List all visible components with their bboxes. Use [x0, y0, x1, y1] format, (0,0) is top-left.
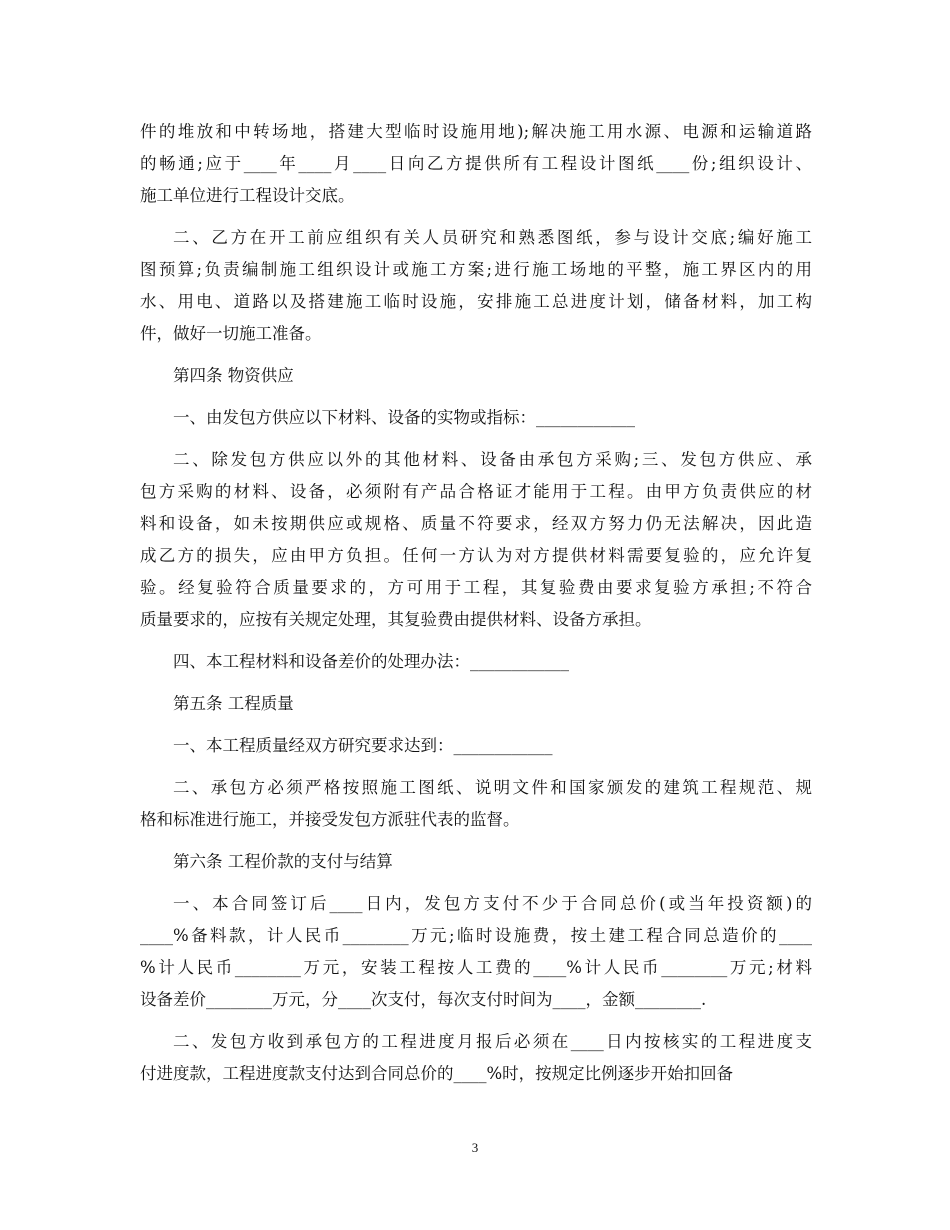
paragraph	[140, 402, 812, 434]
text-line: 的畅通;应于____年____月____日向乙方提供所有工程设计图纸____份;组织设计、	[140, 154, 812, 173]
paragraph	[140, 730, 812, 762]
paragraph	[140, 116, 812, 212]
text-line: 包方采购的材料、设备，必须附有产品合格证才能用于工程。由甲方负责供应的材	[140, 482, 812, 501]
text-line: 一、由发包方供应以下材料、设备的实物或指标：____________	[173, 408, 635, 427]
text-line: 一、本合同签订后____日内，发包方支付不少于合同总价(或当年投资额)的	[173, 894, 812, 913]
document-body	[140, 116, 812, 1090]
text-line: 件的堆放和中转场地，搭建大型临时设施用地);解决施工用水源、电源和运输道路	[140, 122, 812, 141]
paragraph	[140, 444, 812, 636]
text-line: 第五条 工程质量	[173, 694, 294, 713]
paragraph	[140, 646, 812, 678]
text-line: 图预算;负责编制施工组织设计或施工方案;进行施工场地的平整，施工界区内的用	[140, 260, 812, 279]
text-line: 一、本工程质量经双方研究要求达到：____________	[173, 736, 553, 755]
text-line: 第六条 工程价款的支付与结算	[173, 852, 393, 871]
text-line: 第四条 物资供应	[173, 366, 294, 385]
text-line: 水、用电、道路以及搭建施工临时设施，安排施工总进度计划，储备材料，加工构	[140, 292, 812, 311]
paragraph	[140, 688, 812, 720]
paragraph	[140, 888, 812, 1016]
text-line: ____%备料款，计人民币________万元;临时设施费，按土建工程合同总造价的____	[140, 926, 812, 945]
text-line: 成乙方的损失，应由甲方负担。任何一方认为对方提供材料需要复验的，应允许复	[140, 546, 812, 565]
text-line: 验。经复验符合质量要求的，方可用于工程，其复验费由要求复验方承担;不符合	[140, 578, 812, 597]
paragraph	[140, 222, 812, 350]
text-line: 二、发包方收到承包方的工程进度月报后必须在____日内按核实的工程进度支	[173, 1032, 812, 1051]
text-line: 施工单位进行工程设计交底。	[140, 186, 355, 205]
paragraph	[140, 360, 812, 392]
text-line: 质量要求的，应按有关规定处理，其复验费由提供材料、设备方承担。	[140, 610, 652, 629]
text-line: 料和设备，如未按期供应或规格、质量不符要求，经双方努力仍无法解决，因此造	[140, 514, 812, 533]
text-line: 二、承包方必须严格按照施工图纸、说明文件和国家颁发的建筑工程规范、规	[173, 778, 812, 797]
paragraph	[140, 772, 812, 836]
page-number: 3	[471, 1140, 479, 1155]
text-line: 四、本工程材料和设备差价的处理办法：____________	[173, 652, 569, 671]
text-line: %计人民币________万元，安装工程按人工费的____%计人民币________万元;材料	[140, 958, 812, 977]
paragraph	[140, 1026, 812, 1090]
text-line: 格和标准进行施工，并接受发包方派驻代表的监督。	[140, 810, 520, 829]
text-line: 二、乙方在开工前应组织有关人员研究和熟悉图纸，参与设计交底;编好施工	[173, 228, 812, 247]
text-line: 二、除发包方供应以外的其他材料、设备由承包方采购;三、发包方供应、承	[173, 450, 812, 469]
text-line: 付进度款，工程进度款支付达到合同总价的____%时，按规定比例逐步开始扣回备	[140, 1064, 734, 1083]
text-line: 设备差价________万元，分____次支付，每次支付时间为____，金额________.	[140, 990, 707, 1009]
paragraph	[140, 846, 812, 878]
text-line: 件，做好一切施工准备。	[140, 324, 322, 343]
